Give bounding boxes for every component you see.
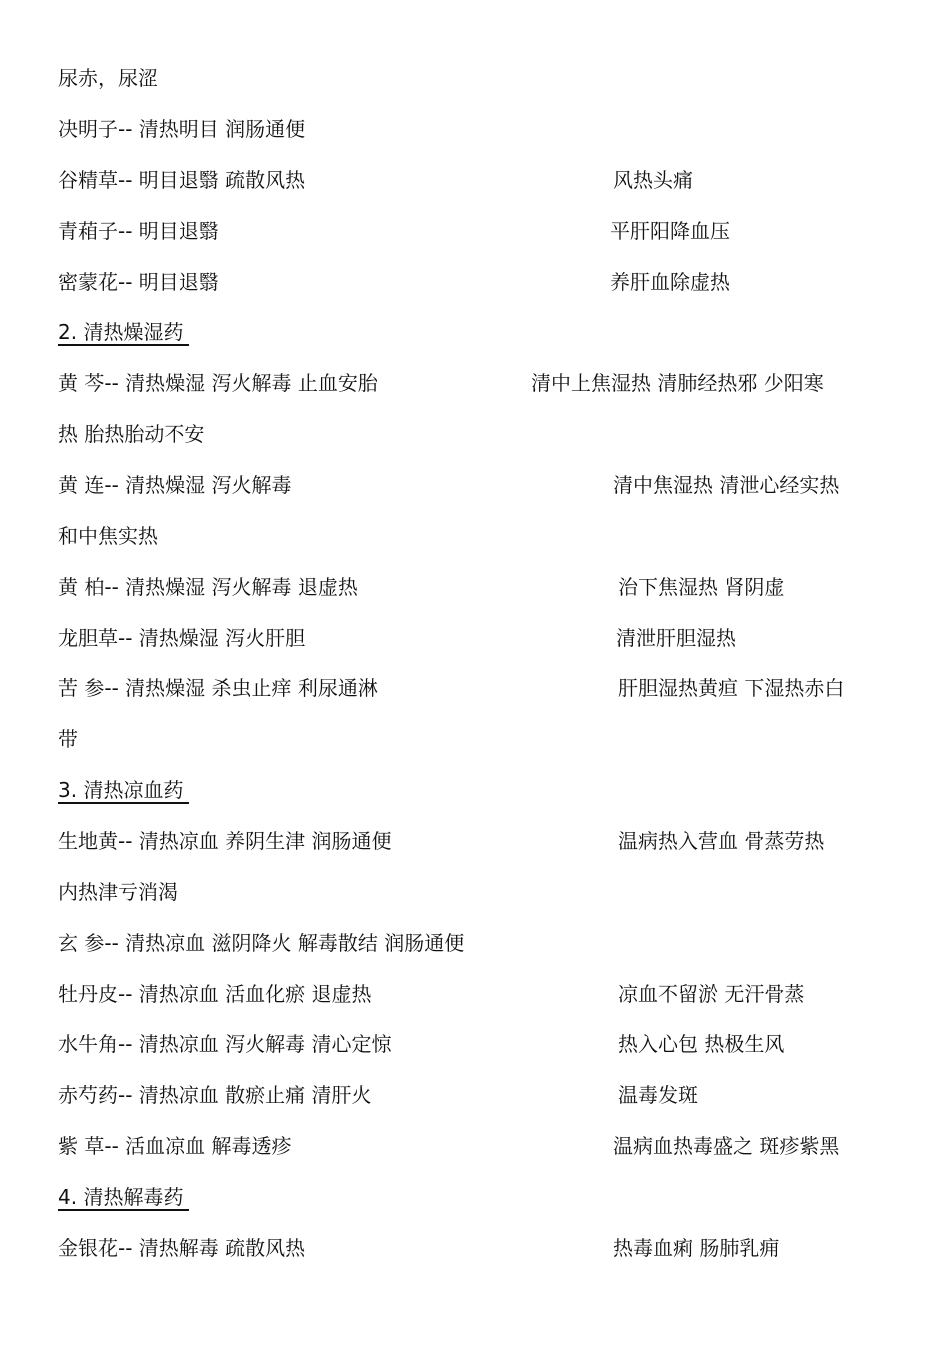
herb-entry-zicao: 紫 草-- 活血凉血 解毒透疹 (58, 1134, 292, 1158)
herb-note: 凉血不留淤 无汗骨蒸 (618, 982, 805, 1006)
herb-note: 热入心包 热极生风 (618, 1032, 785, 1056)
herb-entry-mudanpi: 牡丹皮-- 清热凉血 活血化瘀 退虚热 (58, 982, 372, 1006)
herb-entry-longdancao: 龙胆草-- 清热燥湿 泻火肝胆 (58, 626, 306, 650)
herb-entry-huangbai: 黄 柏-- 清热燥湿 泻火解毒 退虚热 (58, 575, 358, 599)
herb-entry-mengmenghua: 密蒙花-- 明目退翳 (58, 270, 219, 294)
herb-entry-huanglian: 黄 连-- 清热燥湿 泻火解毒 (58, 473, 292, 497)
text-line: 和中焦实热 (58, 524, 158, 548)
herb-entry-shuiniujiao: 水牛角-- 清热凉血 泻火解毒 清心定惊 (58, 1032, 392, 1056)
section-heading: 4. 清热解毒药 (58, 1185, 189, 1211)
herb-entry-gujingcao: 谷精草-- 明目退翳 疏散风热 (58, 168, 306, 192)
section-heading: 2. 清热燥湿药 (58, 320, 189, 346)
herb-note: 温病血热毒盛之 斑疹紫黑 (613, 1134, 840, 1158)
text-line: 带 (58, 727, 78, 751)
herb-entry-kushen: 苦 参-- 清热燥湿 杀虫止痒 利尿通淋 (58, 676, 378, 700)
herb-note: 治下焦湿热 肾阴虚 (618, 575, 785, 599)
herb-note: 平肝阳降血压 (610, 219, 730, 243)
herb-note: 肝胆湿热黄疸 下湿热赤白 (618, 676, 845, 700)
herb-entry-huangqin: 黄 芩-- 清热燥湿 泻火解毒 止血安胎 (58, 371, 378, 395)
herb-entry-shengdihuang: 生地黄-- 清热凉血 养阴生津 润肠通便 (58, 829, 392, 853)
text-line: 尿赤，尿涩 (58, 66, 158, 90)
text-line: 内热津亏消渴 (58, 880, 178, 904)
text-line: 热 胎热胎动不安 (58, 422, 205, 446)
herb-entry-jinyinhua: 金银花-- 清热解毒 疏散风热 (58, 1236, 306, 1260)
herb-entry-chishaoyao: 赤芍药-- 清热凉血 散瘀止痛 清肝火 (58, 1083, 372, 1107)
herb-note: 清中上焦湿热 清肺经热邪 少阳寒 (531, 371, 824, 395)
herb-note: 养肝血除虚热 (610, 270, 730, 294)
herb-note: 温毒发斑 (618, 1083, 698, 1107)
herb-note: 热毒血痢 肠肺乳痈 (613, 1236, 780, 1260)
herb-note: 清泄肝胆湿热 (616, 626, 736, 650)
herb-entry-qingxiangzi: 青葙子-- 明目退翳 (58, 219, 219, 243)
herb-entry-xuanshen: 玄 参-- 清热凉血 滋阴降火 解毒散结 润肠通便 (58, 931, 465, 955)
herb-note: 温病热入营血 骨蒸劳热 (618, 829, 825, 853)
section-heading: 3. 清热凉血药 (58, 778, 189, 804)
herb-entry-jueminzi: 决明子-- 清热明目 润肠通便 (58, 117, 306, 141)
herb-note: 清中焦湿热 清泄心经实热 (613, 473, 840, 497)
herb-note: 风热头痛 (613, 168, 693, 192)
